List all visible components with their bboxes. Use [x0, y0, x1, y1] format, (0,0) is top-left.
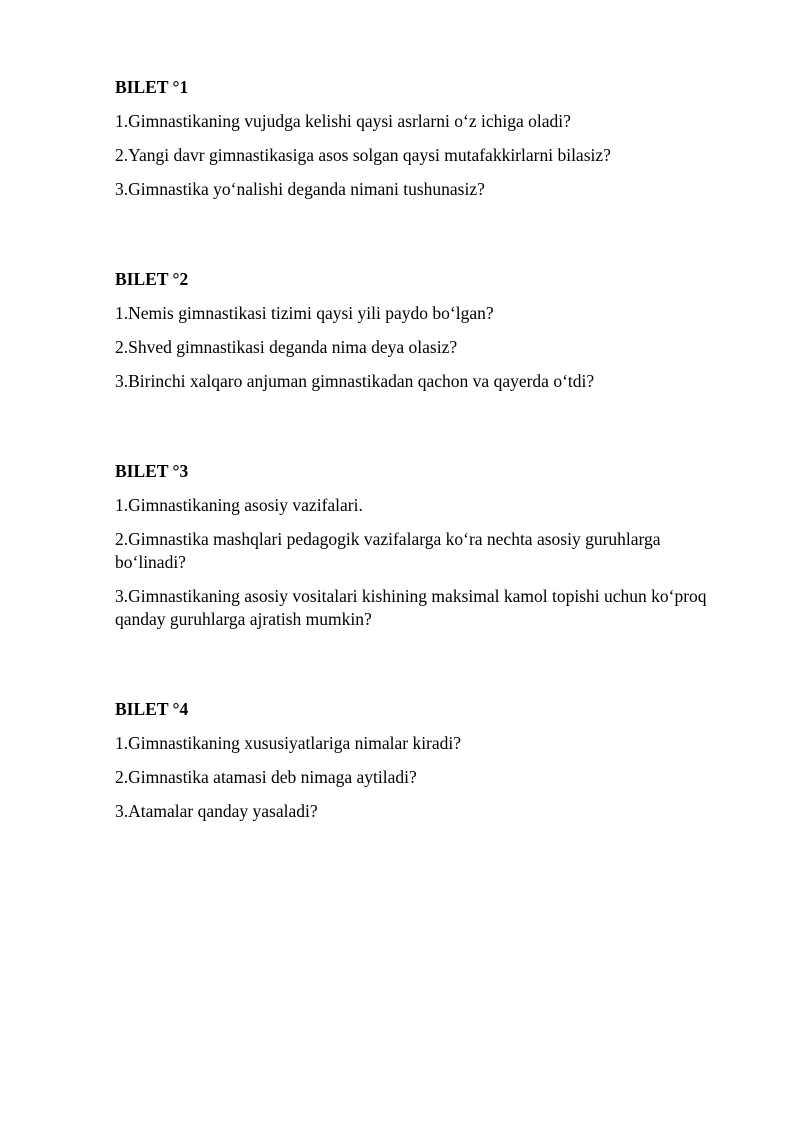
ticket-2 — [115, 268, 715, 393]
ticket-spacer — [115, 212, 715, 268]
ticket-1 — [115, 76, 715, 201]
question: 1.Gimnastikaning asosiy vazifalari. — [115, 495, 363, 515]
ticket-3 — [115, 460, 715, 631]
ticket-title: BILET °2 — [115, 269, 189, 289]
question: 3.Birinchi xalqaro anjuman gimnastikadan qachon va qayerda o‘tdi? — [115, 371, 595, 391]
question: 1.Nemis gimnastikasi tizimi qaysi yili paydo bo‘lgan? — [115, 303, 494, 323]
ticket-title: BILET °1 — [115, 77, 189, 97]
question: 1.Gimnastikaning xususiyatlariga nimalar kiradi? — [115, 733, 462, 753]
ticket-4 — [115, 698, 715, 823]
ticket-spacer — [115, 642, 715, 698]
ticket-spacer — [115, 404, 715, 460]
ticket-title: BILET °4 — [115, 699, 189, 719]
question: 2.Gimnastika mashqlari pedagogik vazifalarga ko‘ra nechta asosiy guruhlarga bo‘linadi? — [115, 529, 661, 572]
document-page — [115, 76, 715, 834]
question: 2.Yangi davr gimnastikasiga asos solgan qaysi mutafakkirlarni bilasiz? — [115, 145, 611, 165]
question: 1.Gimnastikaning vujudga kelishi qaysi asrlarni o‘z ichiga oladi? — [115, 111, 571, 131]
question: 2.Shved gimnastikasi deganda nima deya olasiz? — [115, 337, 458, 357]
question: 2.Gimnastika atamasi deb nimaga aytiladi? — [115, 767, 417, 787]
question: 3.Gimnastika yo‘nalishi deganda nimani tushunasiz? — [115, 179, 485, 199]
question: 3.Atamalar qanday yasaladi? — [115, 801, 318, 821]
question: 3.Gimnastikaning asosiy vositalari kishining maksimal kamol topishi uchun ko‘proq qanday guruhlarga ajratish mumkin? — [115, 586, 707, 629]
ticket-title: BILET °3 — [115, 461, 189, 481]
